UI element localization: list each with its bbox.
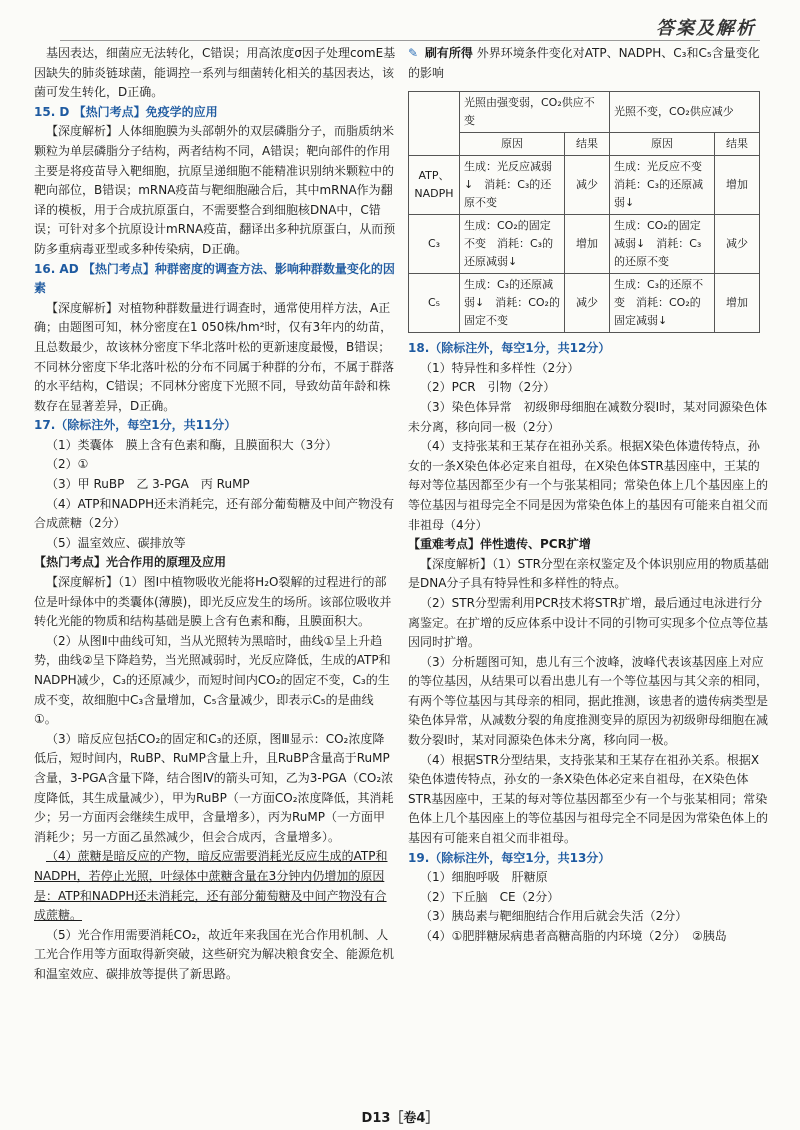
q18-heading: 18.（除标注外，每空1分，共12分）: [408, 341, 611, 356]
table-row-name: C₃: [409, 215, 460, 274]
table-row: [409, 274, 760, 333]
q17-heading: 17.（除标注外，每空1分，共11分）: [34, 418, 237, 433]
table-row-name: ATP、NADPH: [409, 156, 460, 215]
q15-heading: 15. D 【热门考点】免疫学的应用: [34, 104, 218, 119]
q18-key-point: 【重难考点】伴性遗传、PCR扩增: [408, 537, 591, 552]
table-condition-1: 光照由强变弱，CO₂供应不变: [460, 92, 610, 133]
q17-key-point: 【热门考点】光合作用的原理及应用: [34, 555, 227, 570]
q17-analysis-4: （4）蔗糖是暗反应的产物，暗反应需要消耗光反应生成的ATP和NADPH，若停止光照，叶绿体中蔗糖含量在3分钟内仍增加的原因是：ATP和NADPH还未消耗完，还有部分葡萄糖及中间产物没有合成蔗糖。: [34, 849, 388, 923]
table-reason-header: 原因: [460, 133, 565, 156]
page-number: D13［卷4］: [361, 1111, 439, 1126]
pencil-icon: ✎: [408, 46, 419, 60]
q18-answer-2: （2）PCR 引物（2分）: [420, 380, 556, 395]
table-result-cell: 增加: [715, 156, 760, 215]
q14-tail: 基因表达，细菌应无法转化，C错误；用高浓度σ因子处理comE基因缺失的肺炎链球菌，能调控一系列与细菌转化相关的基因表达，该菌可发生转化，D正确。: [34, 46, 396, 100]
q17-answer-1: （1）类囊体 膜上含有色素和酶，且膜面积大（3分）: [46, 437, 338, 452]
q16-heading: 16. AD 【热门考点】种群密度的调查方法、影响种群数量变化的因素: [34, 261, 395, 296]
atp-effect-table: [408, 91, 760, 333]
q17-analysis-1: 【深度解析】（1）图Ⅰ中植物吸收光能将H₂O裂解的过程进行的部位是叶绿体中的类囊体(薄膜)，即光反应发生的场所。该部位吸收并转化光能的物质和结构基础是膜上含有色素和酶，且膜面积大。: [34, 575, 392, 629]
q18-answer-4: （4）支持张某和王某存在祖孙关系。根据X染色体遗传特点，孙女的一条X染色体必定来自祖母，在X染色体STR基因座中，王某的每对等位基因都至少有一个与张某相同；常染色体上几个基因座上的等位基因与祖母完全不同是因为常染色体上的基因有可能来自祖父而非祖母（4分）: [408, 439, 769, 532]
table-reason-cell: 生成：CO₂的固定减弱↓ 消耗：C₃的还原不变: [610, 215, 715, 274]
table-reason-cell: 生成：光反应不变 消耗：C₃的还原减弱↓: [610, 156, 715, 215]
table-condition-2: 光照不变，CO₂供应减少: [610, 92, 760, 133]
q18-analysis-4: （4）根据STR分型结果，支持张某和王某存在祖孙关系。根据X染色体遗传特点，孙女的一条X染色体必定来自祖母，在X染色体STR基因座中，王某的每对等位基因都至少有一个与张某相同；常染色体上几个基因座上的等位基因与祖母完全不同是因为常染色体上的基因有可能来自祖父而非祖母。: [408, 752, 769, 846]
tip-label: 刷有所得: [424, 46, 473, 60]
left-column: [34, 44, 396, 985]
q17-analysis-2: （2）从图Ⅱ中曲线可知，当从光照转为黑暗时，曲线①呈上升趋势，曲线②呈下降趋势，当光照减弱时，光反应降低，生成的ATP和NADPH减少，C₃的还原减少，而短时间内CO₂的固定不变，C₃的生成不变，故细胞中C₃含量增加，C₅含量减少，即表示C₅的是曲线①。: [34, 633, 391, 727]
table-subheader-row: [409, 133, 760, 156]
table-row-name: C₅: [409, 274, 460, 333]
table-result-cell: 增加: [715, 274, 760, 333]
tip-box: [408, 44, 770, 83]
table-reason-cell: 生成：光反应减弱↓ 消耗：C₃的还原不变: [460, 156, 565, 215]
q19-answer-1: （1）细胞呼吸 肝糖原: [420, 870, 548, 885]
table-reason-cell: 生成：CO₂的固定不变 消耗：C₃的还原减弱↓: [460, 215, 565, 274]
q18-analysis-1: 【深度解析】（1）STR分型在亲权鉴定及个体识别应用的物质基础是DNA分子具有特异性和多样性的特点。: [408, 556, 769, 591]
table-reason-header: 原因: [610, 133, 715, 156]
q17-answer-3: （3）甲 RuBP 乙 3-PGA 丙 RuMP: [46, 477, 250, 492]
table-reason-cell: 生成：C₃的还原不变 消耗：CO₂的固定减弱↓: [610, 274, 715, 333]
table-result-header: 结果: [715, 133, 760, 156]
header-divider: [60, 40, 760, 41]
header-title: 答案及解析: [656, 18, 756, 39]
q19-heading: 19.（除标注外，每空1分，共13分）: [408, 850, 611, 865]
q16-analysis: 【深度解析】对植物种群数量进行调查时，通常使用样方法，A正确；由题图可知，林分密度在1 050株/hm²时，仅有3年内的幼苗，且总数最少，故该林分密度下华北落叶松的更新速度最慢，B错误；不同林分密度下华北落叶松的分布不同属于种群的分布，不属于群落的水平结构，C错误；不同林分密度下光照不同，导致幼苗年龄和株数存在显著差异，D正确。: [34, 300, 395, 413]
q17-analysis-5: （5）光合作用需要消耗CO₂，故近年来我国在光合作用机制、人工光合作用等方面取得新突破，这些研究为解决粮食安全、能源危机和温室效应、碳排放等提供了新思路。: [34, 927, 395, 981]
q17-answer-5: （5）温室效应、碳排放等: [46, 535, 186, 550]
table-result-cell: 增加: [565, 215, 610, 274]
q15-analysis: 【深度解析】人体细胞膜为头部朝外的双层磷脂分子，而脂质纳米颗粒为单层磷脂分子结构，两者结构不同，A错误；靶向部件的作用主要是将疫苗导入靶细胞，抗原呈递细胞不能精准识别纳米颗粒中的靶向部位，B错误；mRNA疫苗与靶细胞融合后，其中mRNA作为翻译的模板，用于合成抗原蛋白，不需要整合到细胞核DNA中，C错误；可针对多个抗原设计mRNA疫苗，翻译出多种抗原蛋白，从而预防多重病毒亚型或多种传染病，D正确。: [34, 124, 396, 256]
q19-answer-2: （2）下丘脑 CE（2分）: [420, 889, 560, 904]
q18-analysis-3: （3）分析题图可知，患儿有三个波峰，波峰代表该基因座上对应的等位基因，从结果可以看出患儿有一个等位基因与其父亲的相同，有两个等位基因与其母亲的相同，据此推测，该患者的遗传病类型是染色体异常，从减数分裂的角度推测变异的原因为初级卵母细胞在减数分裂Ⅰ时，某对同源染色体未分离，移向同一极。: [408, 654, 769, 748]
q17-analysis-3: （3）暗反应包括CO₂的固定和C₃的还原，图Ⅲ显示：CO₂浓度降低后，短时间内，RuBP、RuMP含量上升，且RuBP含量高于RuMP含量，3-PGA含量下降，结合图Ⅳ的箭头可知，乙为3-PGA（CO₂浓度降低，其生成量减少），甲为RuBP（一方面CO₂浓度降低，其消耗少；另一方面丙会继续生成甲，含量增多），丙为RuMP（一方面甲消耗少；另一方面乙虽然减少，但会合成丙，含量增多）。: [34, 731, 394, 844]
q18-answer-3: （3）染色体异常 初级卵母细胞在减数分裂Ⅰ时，某对同源染色体未分离，移向同一极（2分）: [408, 399, 768, 434]
table-row: [409, 156, 760, 215]
table-result-cell: 减少: [565, 274, 610, 333]
q19-answer-3: （3）胰岛素与靶细胞结合作用后就会失活（2分）: [420, 909, 688, 924]
table-result-cell: 减少: [715, 215, 760, 274]
tip-text: 外界环境条件变化对ATP、NADPH、C₃和C₅含量变化的影响: [408, 46, 760, 80]
table-corner: [409, 92, 460, 156]
table-row: [409, 215, 760, 274]
right-column: [408, 44, 770, 947]
q19-answer-4: （4）①肥胖糖尿病患者高糖高脂的内环境（2分） ②胰岛: [420, 929, 727, 943]
q17-answer-4: （4）ATP和NADPH还未消耗完，还有部分葡萄糖及中间产物没有合成蔗糖（2分）: [34, 496, 395, 531]
q18-answer-1: （1）特异性和多样性（2分）: [420, 360, 580, 375]
q18-analysis-2: （2）STR分型需利用PCR技术将STR扩增，最后通过电泳进行分离鉴定。在扩增的反应体系中设计不同的引物可实现多个位点等位基因同时扩增。: [408, 595, 769, 650]
table-result-header: 结果: [565, 133, 610, 156]
table-reason-cell: 生成：C₃的还原减弱↓ 消耗：CO₂的固定不变: [460, 274, 565, 333]
q17-answer-2: （2）①: [46, 457, 89, 472]
table-result-cell: 减少: [565, 156, 610, 215]
table-header-row: [409, 92, 760, 133]
